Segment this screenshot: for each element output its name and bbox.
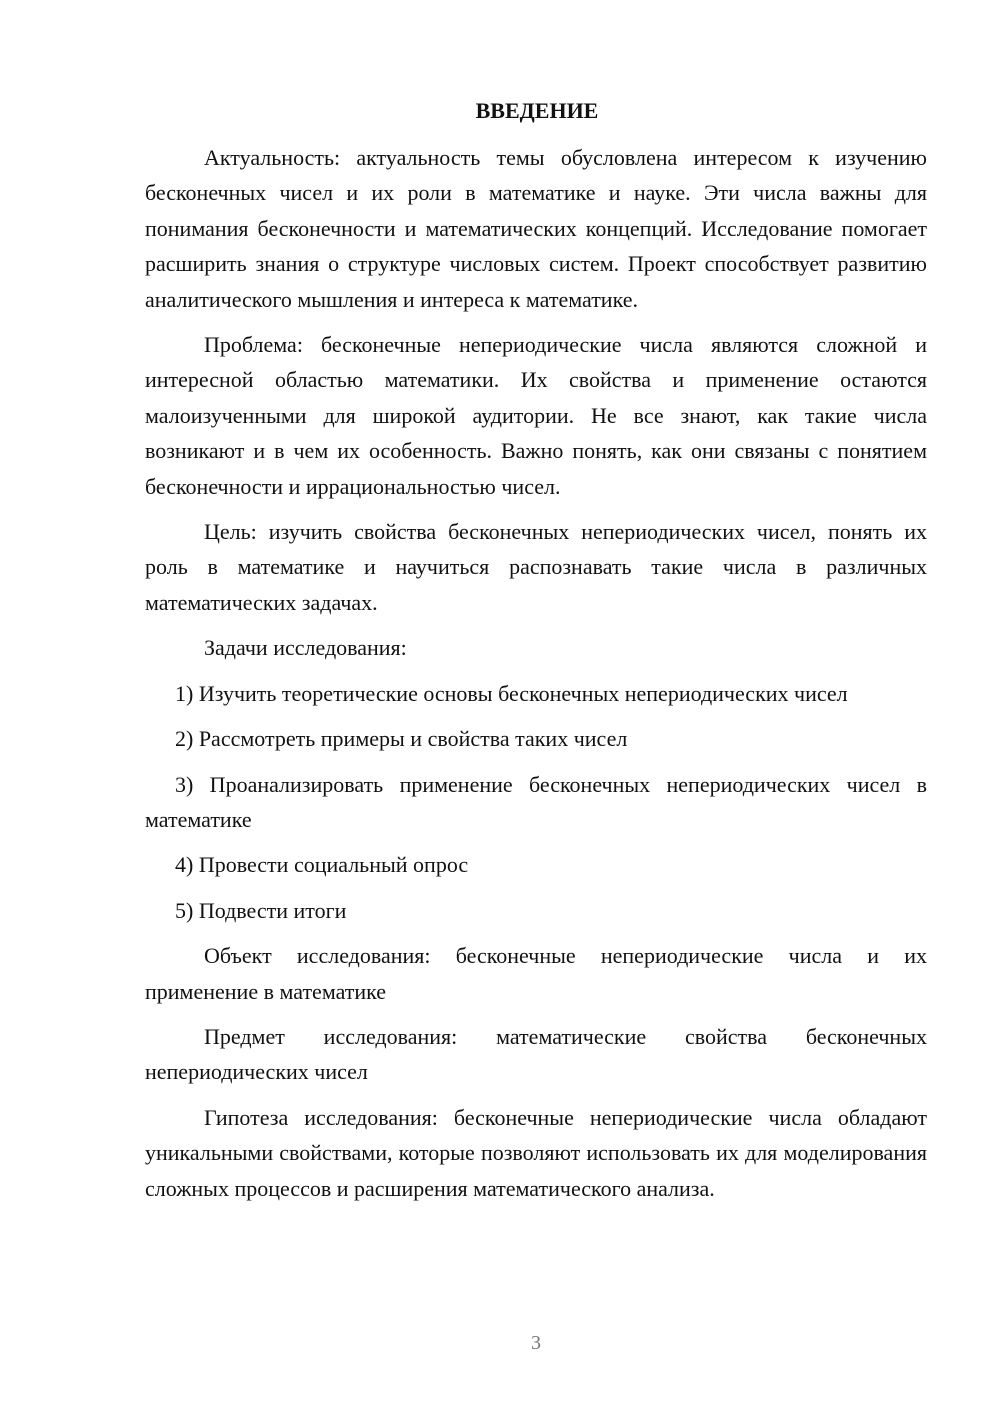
object-paragraph: Объект исследования: бесконечные непериодические числа и их применение в математике (145, 943, 927, 1004)
relevance-paragraph: Актуальность: актуальность темы обусловлена интересом к изучению бесконечных чисел и их роли в математике и науке. Эти числа важны для понимания бесконечности и математических концепций. Исследование помогает расширить знания о структуре числовых систем. Проект способствует развитию аналитического мышления и интереса к математике. (145, 145, 927, 312)
task-item-2: 2) Рассмотреть примеры и свойства таких чисел (175, 726, 628, 752)
tasks-label: Задачи исследования: (204, 635, 407, 661)
task-item-5: 5) Подвести итоги (175, 897, 347, 923)
page-title: ВВЕДЕНИЕ (475, 98, 599, 123)
document-page (145, 96, 927, 1216)
goal-paragraph: Цель: изучить свойства бесконечных непериодических чисел, понять их роль в математике и научиться распознавать такие числа в различных математических задачах. (145, 519, 927, 615)
task-item-4: 4) Провести социальный опрос (175, 852, 469, 878)
subject-paragraph: Предмет исследования: математические свойства бесконечных непериодических чисел (145, 1023, 927, 1085)
hypothesis-paragraph: Гипотеза исследования: бесконечные непериодические числа обладают уникальными свойствами, которые позволяют использовать их для моделирования сложных процессов и расширения математического анализа. (145, 1104, 927, 1201)
page-number: 3 (531, 1332, 541, 1354)
task-item-3: 3) Проанализировать применение бесконечных непериодических чисел в математике (145, 771, 927, 832)
problem-paragraph: Проблема: бесконечные непериодические числа являются сложной и интересной областью математики. Их свойства и применение остаются малоизученными для широкой аудитории. Не все знают, как такие числа возникают и в чем их особенность. Важно понять, как они связаны с понятием бесконечности и иррациональностью чисел. (145, 332, 927, 499)
task-item-1: 1) Изучить теоретические основы бесконечных непериодических чисел (175, 680, 848, 706)
